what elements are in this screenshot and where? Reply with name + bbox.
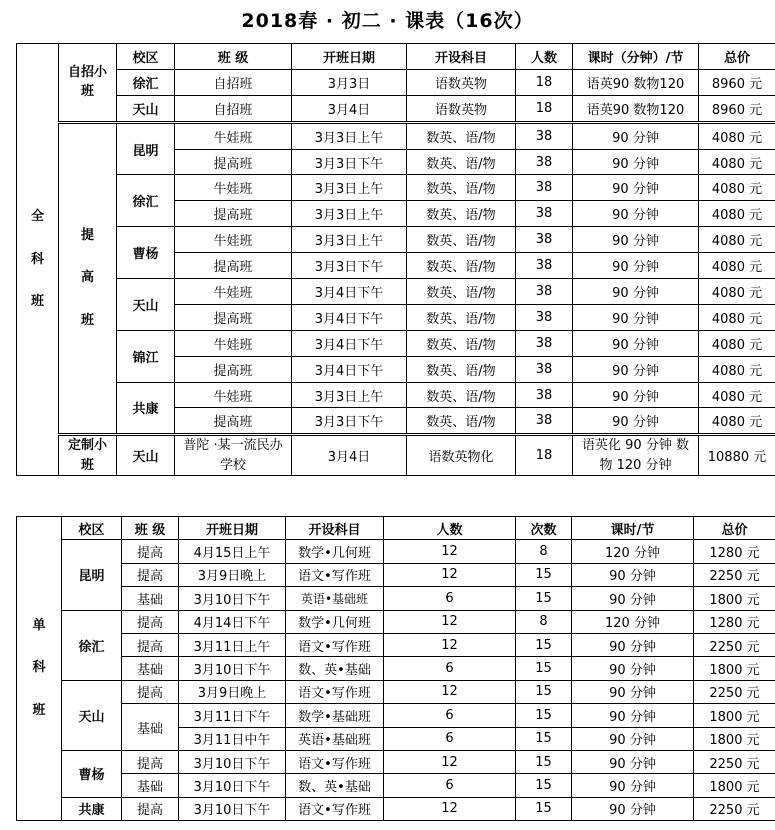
sessions-cell: 15 xyxy=(516,587,572,610)
price-cell: 4080 元 xyxy=(699,227,775,253)
hours-cell: 120 分钟 xyxy=(572,610,694,633)
campus-cell: 天山 xyxy=(117,279,175,331)
header-campus: 校区 xyxy=(62,517,122,540)
table-row xyxy=(17,95,775,122)
sessions-cell: 15 xyxy=(516,774,572,797)
hours-cell: 90 分钟 xyxy=(573,382,699,408)
class-cell: 提高 xyxy=(122,680,179,703)
table-row xyxy=(17,587,775,610)
class-cell: 提高 xyxy=(122,563,179,586)
price-cell: 4080 元 xyxy=(699,382,775,408)
subjects-cell: 语文•写作班 xyxy=(286,680,384,703)
single-subject-table xyxy=(16,516,775,821)
class-cell: 基础 xyxy=(122,587,179,610)
date-cell: 3月10日下午 xyxy=(179,797,286,820)
advanced-class-label: 提 高 班 xyxy=(59,122,117,435)
table-row xyxy=(17,279,775,305)
table-row xyxy=(17,122,775,149)
date-cell: 3月4日下午 xyxy=(292,304,407,330)
subjects-cell: 数学•几何班 xyxy=(286,540,384,563)
price-cell: 1800 元 xyxy=(694,587,775,610)
sessions-cell: 15 xyxy=(516,657,572,680)
count-cell: 6 xyxy=(384,774,516,797)
hours-cell: 90 分钟 xyxy=(573,149,699,175)
subjects-cell: 语文•写作班 xyxy=(286,750,384,773)
count-cell: 6 xyxy=(384,704,516,727)
count-cell: 12 xyxy=(384,680,516,703)
class-cell: 提高 xyxy=(122,750,179,773)
table-row xyxy=(17,175,775,201)
price-cell: 1800 元 xyxy=(694,727,775,750)
date-cell: 3月3日下午 xyxy=(292,408,407,435)
campus-cell: 天山 xyxy=(117,95,175,122)
class-cell: 牛娃班 xyxy=(175,330,292,356)
sessions-cell: 8 xyxy=(516,610,572,633)
price-cell: 1800 元 xyxy=(694,657,775,680)
class-cell: 牛娃班 xyxy=(175,227,292,253)
class-cell: 提高 xyxy=(122,540,179,563)
count-cell: 38 xyxy=(516,175,573,201)
count-cell: 12 xyxy=(384,563,516,586)
header-hours: 课时（分钟）/节 xyxy=(573,44,699,70)
date-cell: 3月3日上午 xyxy=(292,201,407,227)
date-cell: 3月3日上午 xyxy=(292,382,407,408)
table-row xyxy=(17,633,775,656)
sessions-cell: 15 xyxy=(516,704,572,727)
count-cell: 12 xyxy=(384,610,516,633)
date-cell: 3月10日下午 xyxy=(179,587,286,610)
class-cell: 自招班 xyxy=(175,95,292,122)
header-subjects: 开设科目 xyxy=(286,517,384,540)
header-class: 班 级 xyxy=(175,44,292,70)
subjects-cell: 数英、语/物 xyxy=(407,279,516,305)
hours-cell: 语英化 90 分钟 数物 120 分钟 xyxy=(573,435,699,476)
subjects-cell: 数学•基础班 xyxy=(286,704,384,727)
date-cell: 3月11日中午 xyxy=(179,727,286,750)
custom-class-label: 定制小班 xyxy=(59,435,117,476)
hours-cell: 语英90 数物120 xyxy=(573,95,699,122)
date-cell: 3月3日上午 xyxy=(292,175,407,201)
date-cell: 3月3日上午 xyxy=(292,122,407,149)
price-cell: 4080 元 xyxy=(699,330,775,356)
hours-cell: 90 分钟 xyxy=(573,122,699,149)
subjects-cell: 英语•基础班 xyxy=(286,587,384,610)
count-cell: 12 xyxy=(384,633,516,656)
count-cell: 38 xyxy=(516,382,573,408)
table-row xyxy=(17,382,775,408)
table-row xyxy=(17,563,775,586)
count-cell: 18 xyxy=(516,95,573,122)
subjects-cell: 语数英物 xyxy=(407,69,516,95)
subjects-cell: 数英、语/物 xyxy=(407,253,516,279)
date-cell: 3月3日下午 xyxy=(292,253,407,279)
sessions-cell: 15 xyxy=(516,750,572,773)
subjects-cell: 数英、语/物 xyxy=(407,330,516,356)
class-cell: 基础 xyxy=(122,774,179,797)
price-cell: 4080 元 xyxy=(699,408,775,435)
class-cell: 提高班 xyxy=(175,201,292,227)
price-cell: 1280 元 xyxy=(694,610,775,633)
hours-cell: 90 分钟 xyxy=(572,587,694,610)
table-row xyxy=(17,750,775,773)
header-sessions: 次数 xyxy=(516,517,572,540)
subjects-cell: 数英、语/物 xyxy=(407,175,516,201)
hours-cell: 90 分钟 xyxy=(572,797,694,820)
subjects-cell: 数英、语/物 xyxy=(407,408,516,435)
sessions-cell: 15 xyxy=(516,680,572,703)
hours-cell: 90 分钟 xyxy=(573,279,699,305)
count-cell: 38 xyxy=(516,201,573,227)
hours-cell: 90 分钟 xyxy=(573,356,699,382)
count-cell: 38 xyxy=(516,330,573,356)
date-cell: 3月3日下午 xyxy=(292,149,407,175)
date-cell: 3月4日 xyxy=(292,435,407,476)
subjects-cell: 语数英物化 xyxy=(407,435,516,476)
date-cell: 3月4日下午 xyxy=(292,279,407,305)
class-cell: 普陀 ·某一流民办学校 xyxy=(175,435,292,476)
subjects-cell: 数英、语/物 xyxy=(407,304,516,330)
count-cell: 18 xyxy=(516,435,573,476)
class-cell: 牛娃班 xyxy=(175,175,292,201)
price-cell: 2250 元 xyxy=(694,563,775,586)
hours-cell: 90 分钟 xyxy=(573,227,699,253)
count-cell: 38 xyxy=(516,122,573,149)
table-row xyxy=(17,330,775,356)
table-row xyxy=(17,657,775,680)
header-campus: 校区 xyxy=(117,44,175,70)
class-cell: 提高 xyxy=(122,610,179,633)
class-cell: 提高班 xyxy=(175,304,292,330)
category-full-subject: 全 科 班 xyxy=(17,44,59,476)
price-cell: 4080 元 xyxy=(699,253,775,279)
count-cell: 6 xyxy=(384,587,516,610)
sessions-cell: 15 xyxy=(516,797,572,820)
subjects-cell: 数英、语/物 xyxy=(407,201,516,227)
campus-cell: 天山 xyxy=(117,435,175,476)
price-cell: 4080 元 xyxy=(699,356,775,382)
date-cell: 3月4日 xyxy=(292,95,407,122)
campus-cell: 昆明 xyxy=(62,540,122,610)
hours-cell: 90 分钟 xyxy=(573,408,699,435)
price-cell: 4080 元 xyxy=(699,175,775,201)
date-cell: 3月3日上午 xyxy=(292,227,407,253)
date-cell: 4月14日下午 xyxy=(179,610,286,633)
count-cell: 38 xyxy=(516,356,573,382)
class-cell: 自招班 xyxy=(175,69,292,95)
count-cell: 12 xyxy=(384,797,516,820)
price-cell: 2250 元 xyxy=(694,750,775,773)
hours-cell: 120 分钟 xyxy=(572,540,694,563)
price-cell: 8960 元 xyxy=(699,95,775,122)
header-class: 班 级 xyxy=(122,517,179,540)
header-start-date: 开班日期 xyxy=(179,517,286,540)
count-cell: 6 xyxy=(384,657,516,680)
header-price: 总价 xyxy=(699,44,775,70)
subjects-cell: 数英、语/物 xyxy=(407,122,516,149)
class-cell: 提高班 xyxy=(175,408,292,435)
price-cell: 4080 元 xyxy=(699,122,775,149)
hours-cell: 90 分钟 xyxy=(572,633,694,656)
count-cell: 38 xyxy=(516,149,573,175)
hours-cell: 语英90 数物120 xyxy=(573,69,699,95)
class-cell: 提高班 xyxy=(175,356,292,382)
class-cell: 基础 xyxy=(122,657,179,680)
header-count: 人数 xyxy=(516,44,573,70)
hours-cell: 90 分钟 xyxy=(572,704,694,727)
table-row xyxy=(17,610,775,633)
subjects-cell: 数英、语/物 xyxy=(407,227,516,253)
table-row xyxy=(17,774,775,797)
price-cell: 10880 元 xyxy=(699,435,775,476)
campus-cell: 锦江 xyxy=(117,330,175,382)
subjects-cell: 数学•几何班 xyxy=(286,610,384,633)
header-subjects: 开设科目 xyxy=(407,44,516,70)
page-title: 2018春 · 初二 · 课表（16次） xyxy=(241,10,534,32)
subjects-cell: 数英、语/物 xyxy=(407,356,516,382)
campus-cell: 徐汇 xyxy=(62,610,122,680)
subjects-cell: 数、英•基础 xyxy=(286,774,384,797)
category-single-subject: 单 科 班 xyxy=(17,517,62,821)
hours-cell: 90 分钟 xyxy=(573,175,699,201)
hours-cell: 90 分钟 xyxy=(573,253,699,279)
hours-cell: 90 分钟 xyxy=(572,774,694,797)
count-cell: 6 xyxy=(384,727,516,750)
class-cell: 基础 xyxy=(122,704,179,751)
subjects-cell: 语文•写作班 xyxy=(286,797,384,820)
class-cell: 提高班 xyxy=(175,149,292,175)
header-price: 总价 xyxy=(694,517,775,540)
subjects-cell: 数英、语/物 xyxy=(407,382,516,408)
price-cell: 4080 元 xyxy=(699,149,775,175)
sessions-cell: 15 xyxy=(516,563,572,586)
date-cell: 4月15日上午 xyxy=(179,540,286,563)
count-cell: 12 xyxy=(384,750,516,773)
campus-cell: 徐汇 xyxy=(117,175,175,227)
subjects-cell: 语文•写作班 xyxy=(286,633,384,656)
date-cell: 3月10日下午 xyxy=(179,750,286,773)
price-cell: 4080 元 xyxy=(699,279,775,305)
sessions-cell: 15 xyxy=(516,633,572,656)
campus-cell: 徐汇 xyxy=(117,69,175,95)
class-cell: 牛娃班 xyxy=(175,279,292,305)
sessions-cell: 8 xyxy=(516,540,572,563)
date-cell: 3月3日 xyxy=(292,69,407,95)
hours-cell: 90 分钟 xyxy=(573,201,699,227)
price-cell: 2250 元 xyxy=(694,680,775,703)
class-cell: 提高 xyxy=(122,797,179,820)
subjects-cell: 语文•写作班 xyxy=(286,563,384,586)
price-cell: 4080 元 xyxy=(699,201,775,227)
class-cell: 牛娃班 xyxy=(175,382,292,408)
count-cell: 38 xyxy=(516,408,573,435)
table-row xyxy=(17,797,775,820)
subjects-cell: 数英、语/物 xyxy=(407,149,516,175)
count-cell: 38 xyxy=(516,227,573,253)
table-row xyxy=(17,540,775,563)
campus-cell: 共康 xyxy=(117,382,175,435)
table-row xyxy=(17,680,775,703)
count-cell: 38 xyxy=(516,279,573,305)
campus-cell: 曹杨 xyxy=(62,750,122,797)
price-cell: 1280 元 xyxy=(694,540,775,563)
campus-cell: 共康 xyxy=(62,797,122,820)
price-cell: 8960 元 xyxy=(699,69,775,95)
header-start-date: 开班日期 xyxy=(292,44,407,70)
count-cell: 12 xyxy=(384,540,516,563)
sessions-cell: 15 xyxy=(516,727,572,750)
hours-cell: 90 分钟 xyxy=(572,563,694,586)
class-cell: 提高班 xyxy=(175,253,292,279)
table-row xyxy=(17,69,775,95)
date-cell: 3月10日下午 xyxy=(179,774,286,797)
price-cell: 1800 元 xyxy=(694,774,775,797)
count-cell: 38 xyxy=(516,253,573,279)
price-cell: 4080 元 xyxy=(699,304,775,330)
header-count: 人数 xyxy=(384,517,516,540)
date-cell: 3月11日上午 xyxy=(179,633,286,656)
self-recruit-label: 自招小班 xyxy=(59,44,117,123)
date-cell: 3月10日下午 xyxy=(179,657,286,680)
hours-cell: 90 分钟 xyxy=(573,304,699,330)
table-row xyxy=(17,704,775,727)
subjects-cell: 英语•基础班 xyxy=(286,727,384,750)
table-row xyxy=(17,227,775,253)
date-cell: 3月11日下午 xyxy=(179,704,286,727)
class-cell: 提高 xyxy=(122,633,179,656)
price-cell: 1800 元 xyxy=(694,704,775,727)
date-cell: 3月4日下午 xyxy=(292,330,407,356)
date-cell: 3月9日晚上 xyxy=(179,563,286,586)
class-cell: 牛娃班 xyxy=(175,122,292,149)
full-subject-table xyxy=(16,43,775,476)
campus-cell: 昆明 xyxy=(117,122,175,175)
price-cell: 2250 元 xyxy=(694,797,775,820)
hours-cell: 90 分钟 xyxy=(572,750,694,773)
hours-cell: 90 分钟 xyxy=(573,330,699,356)
count-cell: 18 xyxy=(516,69,573,95)
campus-cell: 天山 xyxy=(62,680,122,750)
date-cell: 3月9日晚上 xyxy=(179,680,286,703)
hours-cell: 90 分钟 xyxy=(572,680,694,703)
subjects-cell: 数、英•基础 xyxy=(286,657,384,680)
header-hours: 课时/节 xyxy=(572,517,694,540)
count-cell: 38 xyxy=(516,304,573,330)
subjects-cell: 语数英物 xyxy=(407,95,516,122)
hours-cell: 90 分钟 xyxy=(572,657,694,680)
price-cell: 2250 元 xyxy=(694,633,775,656)
campus-cell: 曹杨 xyxy=(117,227,175,279)
date-cell: 3月4日下午 xyxy=(292,356,407,382)
hours-cell: 90 分钟 xyxy=(572,727,694,750)
